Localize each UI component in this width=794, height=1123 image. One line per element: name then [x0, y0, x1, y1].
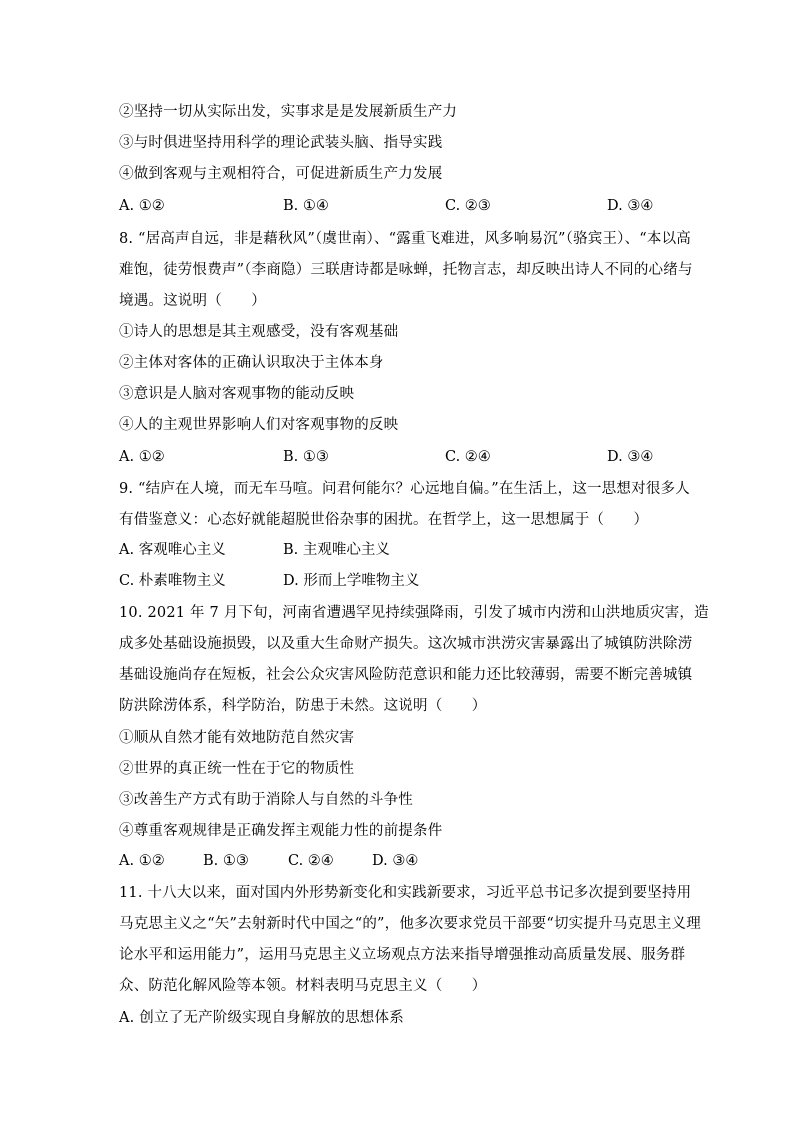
q8-statement-3: ③意识是人脑对客观事物的能动反映 — [119, 386, 355, 402]
q10-stem-line-2: 成多处基础设施损毁，以及重大生命财产损失。这次城市洪涝灾害暴露出了城镇防洪除涝 — [119, 636, 693, 652]
q11-stem-line-3: 论水平和运用能力”，运用马克思主义立场观点方法来指导增强推动高质量发展、服务群 — [119, 947, 686, 963]
q9-option-b: B. 主观唯心主义 — [283, 542, 390, 558]
q10-statement-1: ①顺从自然才能有效地防范自然灾害 — [119, 730, 355, 746]
q8-stem-line-2: 难饱，徒劳恨费声”（李商隐）三联唐诗都是咏蝉，托物言志，却反映出诗人不同的心绪与 — [119, 262, 693, 278]
q7-statement-3: ③与时俱进坚持用科学的理论武装头脑、指导实践 — [119, 135, 443, 151]
q7-statement-2: ②坚持一切从实际出发，实事求是是发展新质生产力 — [119, 104, 458, 120]
q8-option-a: A. ①② — [119, 449, 165, 465]
q10-option-c: C. ②④ — [288, 853, 334, 869]
q7-options — [119, 196, 679, 216]
q10-option-d: D. ③④ — [372, 853, 419, 869]
q8-statement-1: ①诗人的思想是其主观感受，没有客观基础 — [119, 324, 399, 340]
q9-option-c: C. 朴素唯物主义 — [119, 573, 226, 589]
q11-stem-line-4: 众、防范化解风险等本领。材料表明马克思主义（ ） — [119, 978, 487, 994]
q7-option-a: A. ①② — [119, 198, 165, 214]
q9-option-a: A. 客观唯心主义 — [119, 542, 226, 558]
q10-stem-line-3: 基础设施尚存在短板，社会公众灾害风险防范意识和能力还比较薄弱，需要不断完善城镇 — [119, 667, 693, 683]
q8-statement-2: ②主体对客体的正确认识取决于主体本身 — [119, 355, 384, 371]
q8-options — [119, 447, 679, 467]
q9-option-d: D. 形而上学唯物主义 — [283, 573, 420, 589]
q8-option-c: C. ②④ — [445, 449, 491, 465]
q8-statement-4: ④人的主观世界影响人们对客观事物的反映 — [119, 417, 399, 433]
q7-option-c: C. ②③ — [445, 198, 491, 214]
q9-options-row-2 — [119, 571, 679, 591]
q10-stem-line-1: 10. 2021 年 7 月下旬，河南省遭遇罕见持续强降雨，引发了城市内涝和山洪地质灾害，造 — [119, 605, 709, 621]
q8-stem-line-1: 8. “居高声自远，非是藉秋风”（虞世南）、“露重飞难进，风多响易沉”（骆宾王）、“本以高 — [119, 231, 692, 247]
q11-stem-line-1: 11. 十八大以来，面对国内外形势新变化和实践新要求，习近平总书记多次提到要坚持用 — [119, 885, 692, 901]
q10-stem-line-4: 防洪除涝体系，科学防治，防患于未然。这说明（ ） — [119, 698, 487, 714]
q7-option-d: D. ③④ — [607, 198, 654, 214]
q9-stem-line-2: 有借鉴意义：心态好就能超脱世俗杂事的困扰。在哲学上，这一思想属于（ ） — [119, 512, 649, 528]
q10-options — [119, 851, 679, 871]
q11-stem-line-2: 马克思主义之“矢”去射新时代中国之“的”，他多次要求党员干部要“切实提升马克思主义理 — [119, 916, 701, 932]
q10-option-a: A. ①② — [119, 853, 165, 869]
q8-stem-line-3: 境遇。这说明（ ） — [119, 293, 266, 309]
q8-option-b: B. ①③ — [283, 449, 329, 465]
q10-option-b: B. ①③ — [203, 853, 249, 869]
q8-option-d: D. ③④ — [607, 449, 654, 465]
q7-option-b: B. ①④ — [283, 198, 329, 214]
q10-statement-3: ③改善生产方式有助于消除人与自然的斗争性 — [119, 792, 413, 808]
q9-stem-line-1: 9. “结庐在人境，而无车马喧。问君何能尔？心远地自偏。”在生活上，这一思想对很多人 — [119, 481, 690, 497]
q11-option-a: A. 创立了无产阶级实现自身解放的思想体系 — [119, 1010, 404, 1026]
q7-statement-4: ④做到客观与主观相符合，可促进新质生产力发展 — [119, 166, 443, 182]
q10-statement-4: ④尊重客观规律是正确发挥主观能力性的前提条件 — [119, 823, 443, 839]
q9-options-row-1 — [119, 540, 679, 560]
q10-statement-2: ②世界的真正统一性在于它的物质性 — [119, 761, 355, 777]
